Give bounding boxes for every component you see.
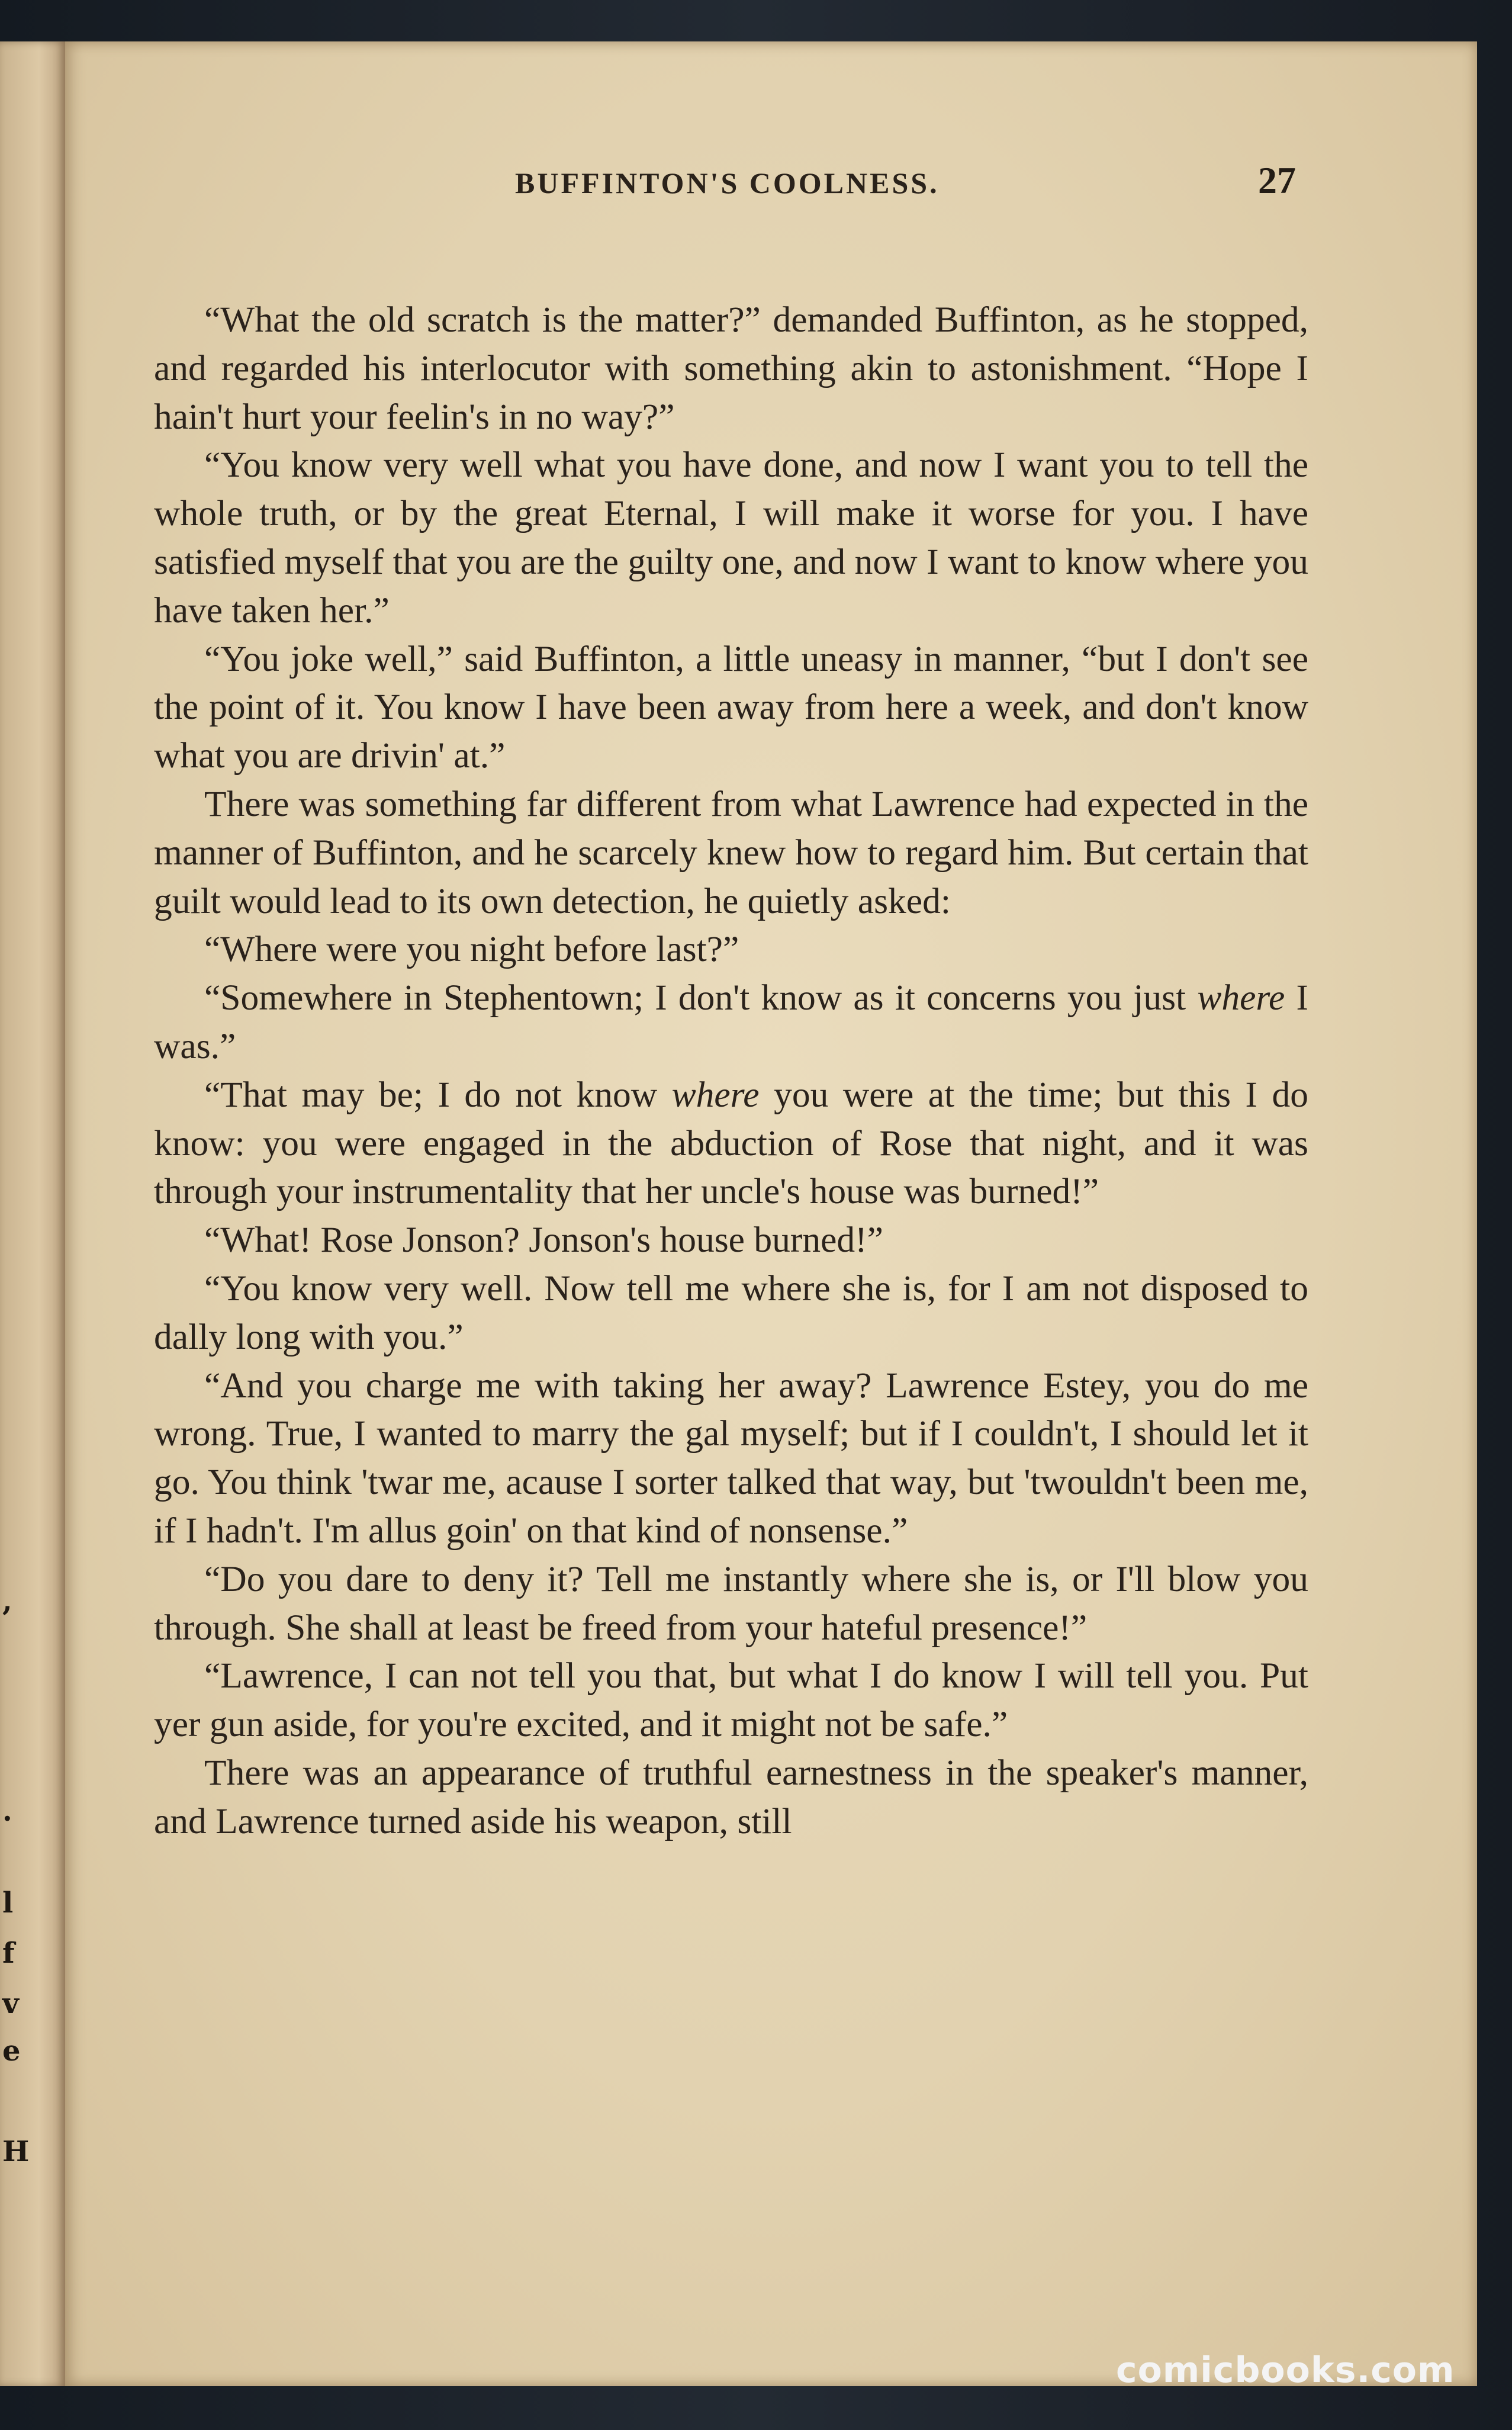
edge-glyph: , <box>2 1584 12 1618</box>
edge-glyph: H <box>2 2135 30 2168</box>
running-head: BUFFINTON'S COOLNESS. <box>515 166 940 200</box>
paragraph-text: I was.” <box>154 978 1308 1066</box>
paragraph: “You know very well. Now tell me where she is, for I am not disposed to dally long with you.” <box>154 1268 1308 1357</box>
paragraph: “Where were you night before last?” <box>204 929 739 970</box>
page-number: 27 <box>1258 159 1296 201</box>
paragraph: “What the old scratch is the matter?” demanded Buffinton, as he stopped, and regarded his interlocutor with something akin to astonishment. “Hope I hain't hurt your feelin's in no way?” <box>154 300 1308 437</box>
paragraph-text: “That may be; I do not know <box>204 1074 672 1115</box>
paragraph-text: you were at the time; but this I do know: you were engaged in the abduction of Rose that night, and it was through your instrumentality that her uncle's house was burned!” <box>154 1074 1308 1212</box>
edge-glyph: . <box>2 1795 12 1828</box>
paragraph-text: “Somewhere in Stephentown; I don't know as it concerns you just <box>204 978 1198 1018</box>
edge-glyph: v <box>2 1987 19 2020</box>
previous-page-edge <box>0 41 65 2386</box>
paragraph <box>154 974 1308 1071</box>
paragraph: There was an appearance of truthful earnestness in the speaker's manner, and Lawrence turned aside his weapon, still <box>154 1752 1308 1841</box>
emphasis: where <box>671 1074 760 1115</box>
paragraph <box>154 1071 1308 1216</box>
watermark-logo: comicbooks.com <box>1116 2349 1455 2391</box>
edge-glyph: l <box>2 1886 14 1920</box>
book-page <box>65 41 1477 2386</box>
edge-glyph: e <box>2 2034 21 2068</box>
body-text <box>154 296 1308 1846</box>
edge-glyph: f <box>2 1937 15 1970</box>
paragraph: There was something far different from what Lawrence had expected in the manner of Buffinton, and he scarcely knew how to regard him. But certain that guilt would lead to its own detection, he quietly asked: <box>154 783 1308 921</box>
paragraph: “You know very well what you have done, and now I want you to tell the whole truth, or by the great Eternal, I will make it worse for you. I have satisfied myself that you are the guilty one, and now I want to know where you have taken her.” <box>154 445 1308 631</box>
paragraph: “You joke well,” said Buffinton, a little uneasy in manner, “but I don't see the point of it. You know I have been away from here a week, and don't know what you are drivin' at.” <box>154 638 1308 776</box>
paragraph: “Lawrence, I can not tell you that, but what I do know I will tell you. Put yer gun aside, for you're excited, and it might not be safe.” <box>154 1656 1308 1745</box>
paragraph: “Do you dare to deny it? Tell me instantly where she is, or I'll blow you through. She shall at least be freed from your hateful presence!” <box>154 1558 1308 1648</box>
emphasis: where <box>1197 978 1285 1018</box>
paragraph: “And you charge me with taking her away? Lawrence Estey, you do me wrong. True, I wanted to marry the gal myself; but if I couldn't, I should let it go. You think 'twar me, acause I sorter talked that way, but 'twouldn't been me, if I hadn't. I'm allus goin' on that kind of nonsense.” <box>154 1365 1308 1551</box>
paragraph: “What! Rose Jonson? Jonson's house burned!” <box>204 1220 883 1261</box>
